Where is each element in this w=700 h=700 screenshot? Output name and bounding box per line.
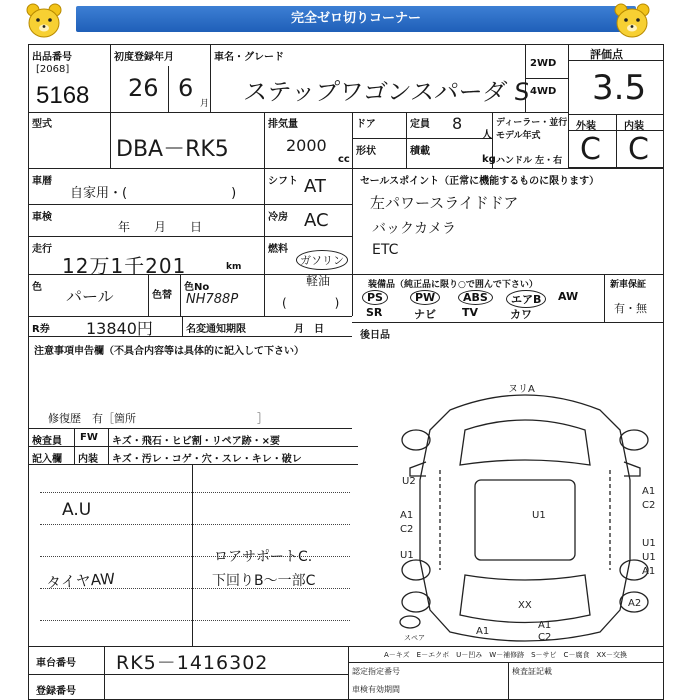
- exterior-label: 外装: [576, 121, 596, 132]
- mark-a1-right: A1: [642, 486, 656, 497]
- rear-seat-label: 後日品: [360, 330, 390, 341]
- model-name-label: 車名・グレード: [214, 52, 284, 63]
- row-divider: [28, 336, 352, 337]
- car-damage-diagram: [380, 370, 670, 660]
- row-divider: [28, 236, 352, 237]
- drive-2wd: 2WD: [530, 58, 557, 69]
- equip-item: AW: [558, 290, 579, 303]
- header-bar-area: [0, 0, 700, 42]
- color-label: 色: [32, 282, 42, 293]
- ac-value: AC: [304, 210, 329, 231]
- col-divider: [264, 112, 265, 168]
- note-lower-support: ロアサポートC.: [214, 549, 313, 565]
- mark-a1-rear: A1: [476, 626, 490, 637]
- inspection-value: 年 月 日: [118, 220, 203, 234]
- fuel-bracket: ( ): [282, 296, 340, 310]
- type-value: DBA－RK5: [116, 137, 229, 162]
- first-reg-month: 6: [178, 74, 194, 102]
- name-change-value: 月 日: [294, 324, 324, 335]
- ac-label: 冷房: [268, 212, 288, 223]
- grade-value: 3.5: [592, 68, 647, 108]
- equip-item: カワ: [510, 308, 532, 321]
- row-divider: [28, 168, 664, 169]
- mark-spare: スペア: [404, 634, 425, 642]
- equip-item: PS: [362, 290, 388, 305]
- bottom-label-2: 検査証記載: [512, 667, 552, 676]
- mark-a2: A2: [628, 598, 642, 609]
- capacity-value: 8: [452, 114, 463, 133]
- capacity-unit: 人: [482, 130, 492, 141]
- defects-row1: キズ・飛石・ヒビ割・リペア跡・×要: [112, 436, 280, 447]
- row-divider: [348, 662, 664, 663]
- row-divider: [28, 646, 664, 647]
- ruled-line: [40, 524, 350, 525]
- equip-item: ABS: [458, 290, 493, 305]
- displacement-label: 排気量: [268, 119, 298, 130]
- load-label: 積載: [410, 146, 430, 157]
- mark-c2-rear: C2: [538, 632, 552, 643]
- mark-c2-left: C2: [400, 524, 414, 535]
- note-au: A.U: [62, 500, 92, 520]
- first-reg-year: 26: [128, 74, 159, 102]
- col-divider: [406, 112, 407, 168]
- color-change-label: 色替: [152, 290, 172, 301]
- chassis-value: RK5－1416302: [116, 652, 269, 674]
- note-underbody: 下回りB～一部C: [212, 573, 316, 589]
- row-divider: [352, 274, 664, 275]
- equip-label: 装備品（純正品に限り○で囲んで下さい）: [368, 280, 538, 290]
- equip-item: TV: [462, 306, 479, 319]
- fuel-gas: ガソリン: [296, 250, 348, 270]
- bottom-label-1: 認定指定番号: [352, 667, 400, 676]
- col-divider: [110, 44, 111, 168]
- entry-label: 記入欄: [32, 454, 62, 465]
- row-divider: [28, 316, 352, 317]
- row-divider: [28, 204, 352, 205]
- col-divider: [148, 274, 149, 316]
- repair-label: 修復歴 有［箇所 ］: [48, 412, 268, 425]
- mark-c2-right: C2: [642, 500, 656, 511]
- mileage-value: 12万1千201: [62, 254, 187, 278]
- damage-legend: A－キズ E－エクボ U－凹み W－補修跡 S－サビ C－腐食 XX－交換: [384, 651, 628, 659]
- defects-row2: キズ・汚レ・コゲ・穴・スレ・キレ・破レ: [112, 454, 302, 465]
- history-value: 自家用・( ): [70, 186, 237, 201]
- mark-u1-right: U1: [642, 538, 656, 549]
- interior-value: C: [628, 132, 649, 167]
- mark-a1-right2: A1: [642, 566, 656, 577]
- mileage-unit: km: [226, 262, 242, 272]
- col-divider: [74, 428, 75, 464]
- displacement-unit: cc: [338, 154, 350, 165]
- capacity-label: 定員: [410, 119, 430, 130]
- note-tire: タイヤAW: [45, 569, 116, 593]
- bear-mascot-icon: [612, 2, 652, 40]
- row-divider: [352, 322, 664, 323]
- row-divider: [525, 78, 568, 79]
- history-label: 車暦: [32, 176, 52, 187]
- equip-item: エアB: [506, 290, 546, 308]
- color-no-label: 色No: [184, 282, 210, 293]
- sales-point-1: 左パワースライドドア: [370, 194, 519, 212]
- col-divider: [210, 44, 211, 112]
- inspector-label: 検査員: [32, 436, 62, 447]
- col-divider: [604, 274, 605, 322]
- inspection-label: 車検: [32, 212, 52, 223]
- mileage-label: 走行: [32, 244, 52, 255]
- model-name: ステップワゴンスパーダ S: [242, 78, 531, 106]
- mark-nuri-a: ヌリA: [508, 384, 535, 395]
- mark-u1-left: U1: [400, 550, 414, 561]
- recycle-value: 13840円: [86, 319, 153, 338]
- fw-label: FW: [80, 432, 98, 443]
- model-year-label: モデル年式: [496, 131, 541, 141]
- ruled-line: [40, 492, 350, 493]
- sales-point-label: セールスポイント（正常に機能するものに限ります）: [360, 176, 600, 187]
- recycle-label: R券: [32, 324, 50, 335]
- exterior-value: C: [580, 132, 601, 167]
- new-car-label: 新車保証: [610, 280, 647, 290]
- new-car-value: 有・無: [614, 302, 647, 315]
- lot-sub: [2068]: [36, 64, 70, 75]
- chassis-label: 車台番号: [36, 658, 76, 669]
- lot-label: 出品番号: [32, 52, 72, 63]
- fuel-label: 燃料: [268, 244, 288, 255]
- shape-label: 形状: [356, 146, 376, 157]
- col-divider: [264, 168, 265, 316]
- interior-label: 内装: [624, 121, 644, 132]
- sales-point-3: ETC: [372, 242, 399, 258]
- ruled-line: [40, 620, 350, 621]
- color-no-value: NH788P: [186, 292, 239, 307]
- col-divider: [104, 646, 105, 700]
- month-unit: 月: [200, 99, 210, 109]
- color-value: パール: [66, 287, 114, 306]
- bear-mascot-icon: [24, 2, 64, 40]
- mark-u1-right2: U1: [642, 552, 656, 563]
- col-divider: [508, 662, 509, 700]
- bottom-label-3: 車検有効期間: [352, 685, 400, 694]
- displacement-value: 2000: [286, 136, 327, 155]
- reg-label: 登録番号: [36, 686, 76, 697]
- col-divider: [352, 168, 353, 316]
- col-divider: [168, 66, 169, 112]
- grade-label: 評価点: [590, 48, 623, 61]
- drive-4wd: 4WD: [530, 86, 557, 97]
- lot-number: 5168: [36, 82, 90, 109]
- load-unit: kg: [482, 154, 496, 165]
- mark-u1-center: U1: [532, 510, 546, 521]
- row-divider: [28, 112, 568, 113]
- col-divider: [182, 316, 183, 336]
- col-divider: [108, 428, 109, 464]
- equip-item: ナビ: [414, 308, 436, 321]
- row-divider: [28, 428, 352, 429]
- row-divider: [352, 138, 492, 139]
- mark-a1-left: A1: [400, 510, 414, 521]
- fuel-diesel: 軽油: [306, 274, 331, 288]
- shift-value: AT: [304, 176, 326, 197]
- door-label: ドア: [356, 119, 376, 130]
- mark-xx: XX: [518, 600, 532, 611]
- mark-u2: U2: [402, 476, 416, 487]
- notes-label: 注意事項申告欄（不具合内容等は具体的に記入して下さい）: [34, 346, 304, 357]
- sales-point-2: バックカメラ: [372, 221, 456, 237]
- type-label: 型式: [32, 119, 52, 130]
- col-divider: [180, 274, 181, 316]
- equip-item: SR: [366, 306, 383, 319]
- col-divider: [352, 112, 353, 168]
- interior-short-label: 内装: [78, 454, 98, 465]
- col-divider: [348, 646, 349, 700]
- mark-a1-rear2: A1: [538, 620, 552, 631]
- shift-label: シフト: [268, 176, 298, 187]
- dealer-label: ディーラー・並行: [496, 118, 568, 128]
- first-reg-label: 初度登録年月: [114, 52, 174, 63]
- name-change-label: 名変通知期限: [186, 324, 246, 335]
- handle-label: ハンドル 左・右: [496, 156, 563, 166]
- equip-item: PW: [410, 290, 440, 305]
- col-divider: [616, 114, 617, 168]
- header-title: 完全ゼロ切りコーナー: [76, 6, 636, 32]
